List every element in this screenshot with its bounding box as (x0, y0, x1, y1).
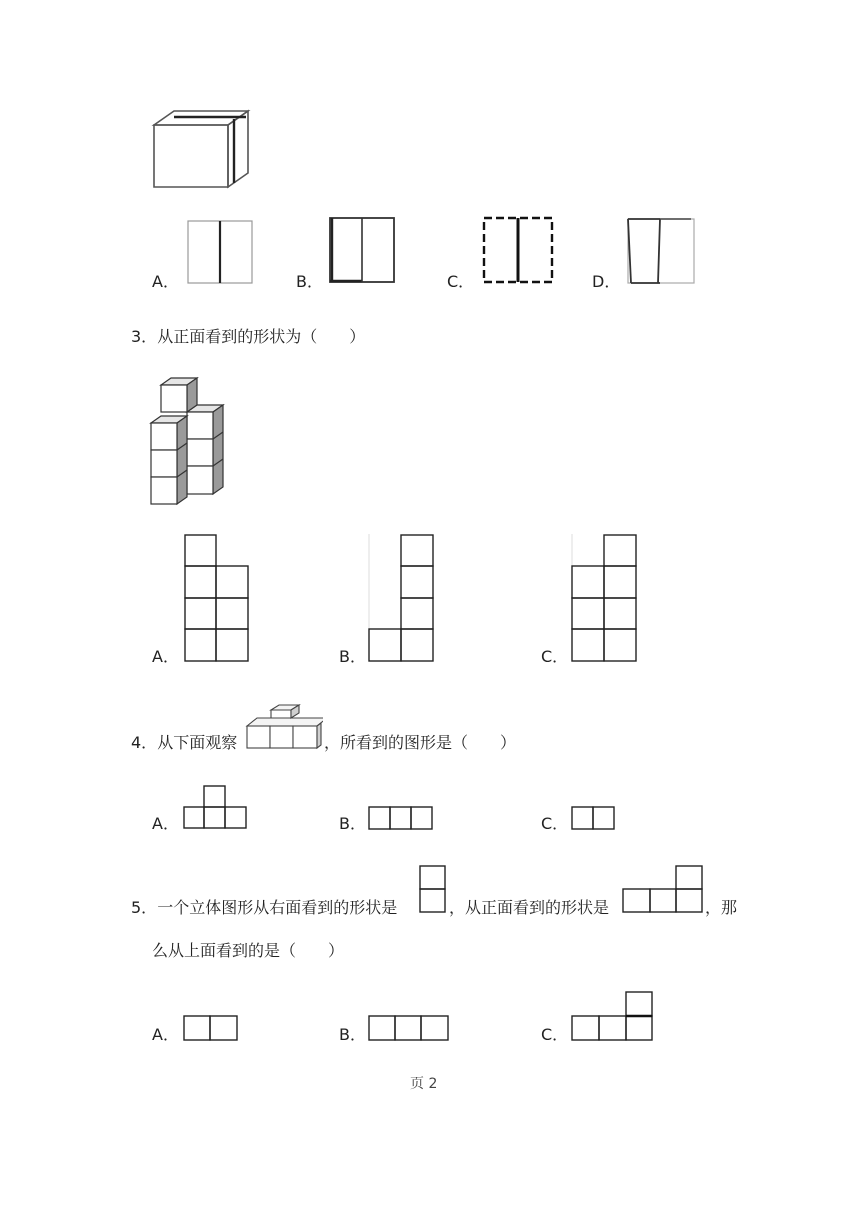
q4-stem-end: ，所看到的图形是（ ） (324, 733, 517, 752)
q4-inline-solid-figure (245, 704, 323, 750)
q4-option-a-figure[interactable] (183, 785, 249, 831)
q3-option-a-label[interactable]: A． (152, 647, 179, 666)
q5-option-b-label[interactable]: B． (339, 1025, 366, 1044)
q3-option-a-figure[interactable] (184, 534, 250, 664)
q2-option-b-label[interactable]: B． (296, 272, 323, 291)
q4-stem-start (131, 733, 237, 753)
q4-option-c-figure[interactable] (571, 806, 617, 831)
q5-front-view-figure (622, 865, 704, 914)
q5-option-c-label[interactable]: C． (541, 1025, 569, 1044)
q5-number: 5． (131, 898, 158, 917)
q2-box-figure (148, 105, 258, 195)
q3-stem-text: 从正面看到的形状为（ ） (157, 327, 366, 346)
q3-option-c-label[interactable]: C． (541, 647, 569, 666)
q2-option-b-figure[interactable] (327, 215, 397, 285)
q2-option-a-figure[interactable] (186, 219, 254, 285)
q4-option-b-figure[interactable] (368, 806, 434, 831)
q5-stem-part2: ，从正面看到的形状是 (449, 898, 610, 917)
q3-cube-stack-figure (146, 375, 228, 507)
q4-option-b-label[interactable]: B． (339, 814, 366, 833)
page-number: 页 2 (410, 1076, 438, 1092)
q5-stem-line2: 么从上面看到的是（ ） (152, 941, 345, 960)
q3-number: 3． (131, 327, 158, 346)
q5-option-c-figure[interactable] (571, 991, 655, 1042)
q5-right-view-figure (419, 865, 447, 914)
q5-stem-part3: ，那 (705, 898, 738, 917)
q2-option-c-label[interactable]: C． (447, 272, 475, 291)
q2-option-a-label[interactable]: A． (152, 272, 179, 291)
q3-stem (131, 327, 365, 347)
q4-option-c-label[interactable]: C． (541, 814, 569, 833)
q3-option-b-label[interactable]: B． (339, 647, 366, 666)
q5-option-b-figure[interactable] (368, 1015, 450, 1042)
q4-number: 4． (131, 733, 158, 752)
q3-option-c-figure[interactable] (570, 534, 638, 664)
q3-option-b-figure[interactable] (368, 534, 436, 664)
q5-stem-start (131, 898, 397, 918)
q5-stem-part1: 一个立体图形从右面看到的形状是 (157, 898, 398, 917)
q2-option-c-figure[interactable] (481, 214, 557, 286)
q4-stem-before: 从下面观察 (157, 733, 238, 752)
q5-option-a-figure[interactable] (183, 1015, 239, 1042)
q5-option-a-label[interactable]: A． (152, 1025, 179, 1044)
q2-option-d-figure[interactable] (625, 216, 697, 286)
q4-option-a-label[interactable]: A． (152, 814, 179, 833)
q2-option-d-label[interactable]: D． (592, 272, 621, 291)
